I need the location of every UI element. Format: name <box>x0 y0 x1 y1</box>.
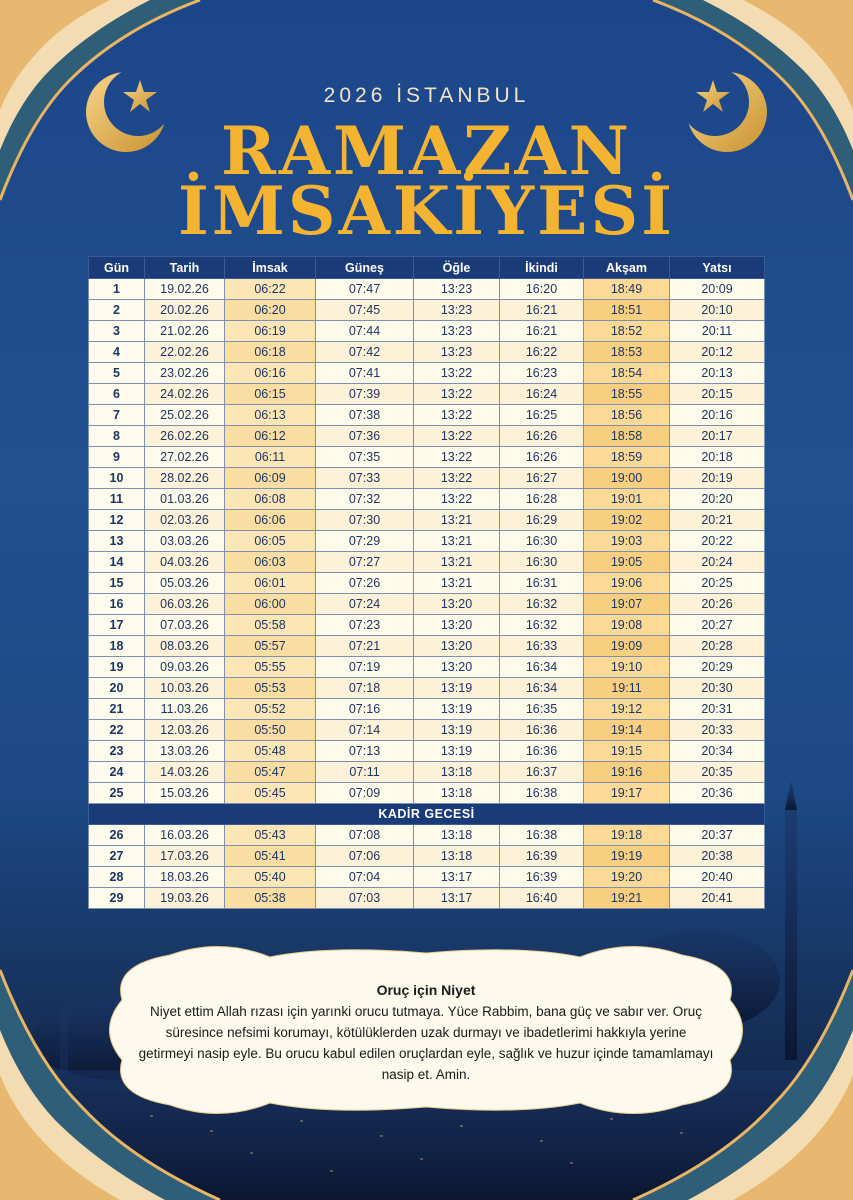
table-cell: 16:32 <box>500 594 584 615</box>
table-cell: 05:40 <box>225 867 316 888</box>
table-cell: 13.03.26 <box>145 741 225 762</box>
table-cell: 13:23 <box>414 342 500 363</box>
table-cell: 13:20 <box>414 615 500 636</box>
table-cell: 15.03.26 <box>145 783 225 804</box>
table-cell: 13:22 <box>414 426 500 447</box>
table-cell: 07:29 <box>316 531 414 552</box>
table-cell: 2 <box>89 300 145 321</box>
table-cell: 07:11 <box>316 762 414 783</box>
table-cell: 19:17 <box>584 783 670 804</box>
table-cell: 07:36 <box>316 426 414 447</box>
table-cell: 16:27 <box>500 468 584 489</box>
table-cell: 13:18 <box>414 825 500 846</box>
table-cell: 13:18 <box>414 783 500 804</box>
table-cell: 07.03.26 <box>145 615 225 636</box>
table-row <box>89 531 765 552</box>
table-cell: 13:19 <box>414 720 500 741</box>
table-cell: 19:21 <box>584 888 670 909</box>
table-cell: 07:33 <box>316 468 414 489</box>
table-cell: 05:58 <box>225 615 316 636</box>
table-cell: 19.03.26 <box>145 888 225 909</box>
table-cell: 05:41 <box>225 846 316 867</box>
table-cell: 05:57 <box>225 636 316 657</box>
table-cell: 07:18 <box>316 678 414 699</box>
table-cell: 20:09 <box>670 279 765 300</box>
table-cell: 13:19 <box>414 678 500 699</box>
table-cell: 17 <box>89 615 145 636</box>
table-cell: 13:19 <box>414 741 500 762</box>
table-cell: 27.02.26 <box>145 447 225 468</box>
table-cell: 18:59 <box>584 447 670 468</box>
table-cell: 01.03.26 <box>145 489 225 510</box>
table-cell: 07:23 <box>316 615 414 636</box>
table-cell: 16:36 <box>500 720 584 741</box>
table-cell: 06:12 <box>225 426 316 447</box>
table-cell: 06:08 <box>225 489 316 510</box>
table-cell: 13 <box>89 531 145 552</box>
table-cell: 13:21 <box>414 510 500 531</box>
table-cell: 25 <box>89 783 145 804</box>
table-cell: 20:24 <box>670 552 765 573</box>
table-cell: 20:36 <box>670 783 765 804</box>
table-cell: 18:54 <box>584 363 670 384</box>
table-cell: 18:49 <box>584 279 670 300</box>
table-cell: 20.02.26 <box>145 300 225 321</box>
table-cell: 06:03 <box>225 552 316 573</box>
table-row <box>89 510 765 531</box>
table-row <box>89 888 765 909</box>
table-body <box>89 279 765 909</box>
table-cell: 02.03.26 <box>145 510 225 531</box>
table-cell: 25.02.26 <box>145 405 225 426</box>
table-cell: 18:58 <box>584 426 670 447</box>
table-cell: 19:03 <box>584 531 670 552</box>
table-row <box>89 426 765 447</box>
table-cell: 10.03.26 <box>145 678 225 699</box>
table-cell: 07:41 <box>316 363 414 384</box>
table-cell: 06:00 <box>225 594 316 615</box>
table-cell: 19:19 <box>584 846 670 867</box>
table-cell: 4 <box>89 342 145 363</box>
table-cell: 20:26 <box>670 594 765 615</box>
table-cell: 07:04 <box>316 867 414 888</box>
table-cell: 12.03.26 <box>145 720 225 741</box>
table-cell: 16:29 <box>500 510 584 531</box>
table-cell: 07:06 <box>316 846 414 867</box>
table-cell: 16:21 <box>500 300 584 321</box>
table-cell: 13:23 <box>414 279 500 300</box>
table-cell: 13:21 <box>414 531 500 552</box>
table-cell: 06:13 <box>225 405 316 426</box>
table-cell: 11.03.26 <box>145 699 225 720</box>
table-row <box>89 363 765 384</box>
table-cell: 05:52 <box>225 699 316 720</box>
table-row <box>89 636 765 657</box>
table-cell: 17.03.26 <box>145 846 225 867</box>
table-cell: 13:23 <box>414 321 500 342</box>
table-cell: 24.02.26 <box>145 384 225 405</box>
title-imsakiyesi: İMSAKİYESİ <box>178 172 675 250</box>
table-cell: 22.02.26 <box>145 342 225 363</box>
table-cell: 20:16 <box>670 405 765 426</box>
table-cell: 05:53 <box>225 678 316 699</box>
table-cell: 07:08 <box>316 825 414 846</box>
table-row <box>89 615 765 636</box>
table-cell: 11 <box>89 489 145 510</box>
table-cell: 13:22 <box>414 447 500 468</box>
table-cell: 06:22 <box>225 279 316 300</box>
table-row <box>89 825 765 846</box>
table-cell: 20 <box>89 678 145 699</box>
table-cell: 19:06 <box>584 573 670 594</box>
table-cell: 16:35 <box>500 699 584 720</box>
table-cell: 19:15 <box>584 741 670 762</box>
table-cell: 19:20 <box>584 867 670 888</box>
table-cell: 13:22 <box>414 468 500 489</box>
table-cell: 18:51 <box>584 300 670 321</box>
table-row <box>89 783 765 804</box>
table-cell: 1 <box>89 279 145 300</box>
table-cell: 05:55 <box>225 657 316 678</box>
table-cell: 19:08 <box>584 615 670 636</box>
table-row <box>89 279 765 300</box>
table-row <box>89 573 765 594</box>
table-cell: 13:22 <box>414 363 500 384</box>
table-cell: 06:19 <box>225 321 316 342</box>
table-cell: 27 <box>89 846 145 867</box>
table-cell: 06:11 <box>225 447 316 468</box>
table-cell: 05.03.26 <box>145 573 225 594</box>
imsakiye-table <box>88 256 765 909</box>
table-cell: 9 <box>89 447 145 468</box>
table-cell: 07:42 <box>316 342 414 363</box>
table-cell: 06:06 <box>225 510 316 531</box>
table-cell: 20:30 <box>670 678 765 699</box>
table-cell: 13:19 <box>414 699 500 720</box>
table-cell: 7 <box>89 405 145 426</box>
table-row <box>89 741 765 762</box>
col-header: İmsak <box>225 257 316 279</box>
table-cell: 16:28 <box>500 489 584 510</box>
table-cell: 20:40 <box>670 867 765 888</box>
table-row <box>89 678 765 699</box>
table-cell: 06:18 <box>225 342 316 363</box>
table-cell: 13:22 <box>414 384 500 405</box>
table-cell: 19:16 <box>584 762 670 783</box>
table-cell: 20:11 <box>670 321 765 342</box>
table-cell: 07:27 <box>316 552 414 573</box>
table-cell: 16:23 <box>500 363 584 384</box>
table-cell: 16:39 <box>500 846 584 867</box>
table-cell: 09.03.26 <box>145 657 225 678</box>
col-header: Güneş <box>316 257 414 279</box>
niyet-text: Niyet ettim Allah rızası için yarınki orucu tutmaya. Yüce Rabbim, bana güç ve sabır ver. Oruç süresince nefsimi korumayı, kötülüklerden uzak durmayı ve ibadetlerimi hakkıyla yerine getirmeyi nasip eyle. Bu orucu kabul edilen oruçlardan eyle, sağlık ve huzur içinde tamamlamayı nasip et. Amin. <box>138 1004 714 1082</box>
table-cell: 13:18 <box>414 846 500 867</box>
table-cell: 18.03.26 <box>145 867 225 888</box>
table-cell: 16:38 <box>500 825 584 846</box>
subtitle: 2026 İSTANBUL <box>323 84 530 107</box>
table-cell: 16:38 <box>500 783 584 804</box>
table-cell: 26.02.26 <box>145 426 225 447</box>
table-cell: 07:30 <box>316 510 414 531</box>
table-cell: 13:22 <box>414 489 500 510</box>
table-cell: 16:33 <box>500 636 584 657</box>
table-cell: 20:28 <box>670 636 765 657</box>
table-cell: 20:17 <box>670 426 765 447</box>
table-cell: 19:00 <box>584 468 670 489</box>
table-cell: 16 <box>89 594 145 615</box>
table-cell: 29 <box>89 888 145 909</box>
table-cell: 13:23 <box>414 300 500 321</box>
table-cell: 07:26 <box>316 573 414 594</box>
table-cell: 14 <box>89 552 145 573</box>
table-cell: 8 <box>89 426 145 447</box>
table-cell: 07:21 <box>316 636 414 657</box>
table-cell: 18:55 <box>584 384 670 405</box>
table-cell: 20:29 <box>670 657 765 678</box>
table-cell: 19 <box>89 657 145 678</box>
table-cell: 15 <box>89 573 145 594</box>
col-header: Akşam <box>584 257 670 279</box>
table-row <box>89 699 765 720</box>
table-cell: 13:21 <box>414 573 500 594</box>
table-cell: 06:01 <box>225 573 316 594</box>
table-cell: 20:37 <box>670 825 765 846</box>
table-cell: 06:16 <box>225 363 316 384</box>
table-cell: 19:14 <box>584 720 670 741</box>
table-cell: 14.03.26 <box>145 762 225 783</box>
table-cell: 07:13 <box>316 741 414 762</box>
table-cell: 05:48 <box>225 741 316 762</box>
table-cell: 08.03.26 <box>145 636 225 657</box>
table-cell: 05:38 <box>225 888 316 909</box>
table-cell: 10 <box>89 468 145 489</box>
table-cell: 20:15 <box>670 384 765 405</box>
table-cell: 16:34 <box>500 678 584 699</box>
table-row <box>89 468 765 489</box>
table-cell: 07:09 <box>316 783 414 804</box>
table-cell: 05:50 <box>225 720 316 741</box>
table-row <box>89 552 765 573</box>
table-row <box>89 762 765 783</box>
table-cell: 6 <box>89 384 145 405</box>
table-cell: 13:18 <box>414 762 500 783</box>
table-cell: 13:20 <box>414 636 500 657</box>
table-cell: 16:30 <box>500 552 584 573</box>
table-row <box>89 321 765 342</box>
table-cell: 20:12 <box>670 342 765 363</box>
table-cell: 07:47 <box>316 279 414 300</box>
table-cell: 20:41 <box>670 888 765 909</box>
col-header: Tarih <box>145 257 225 279</box>
table-cell: 19:01 <box>584 489 670 510</box>
table-cell: 20:38 <box>670 846 765 867</box>
table-cell: 07:16 <box>316 699 414 720</box>
table-cell: 05:47 <box>225 762 316 783</box>
table-cell: 20:35 <box>670 762 765 783</box>
table-cell: 05:45 <box>225 783 316 804</box>
table-cell: 21 <box>89 699 145 720</box>
table-cell: 16:36 <box>500 741 584 762</box>
table-cell: 13:20 <box>414 594 500 615</box>
table-cell: 20:27 <box>670 615 765 636</box>
table-row <box>89 657 765 678</box>
table-cell: 16:25 <box>500 405 584 426</box>
table-cell: 07:39 <box>316 384 414 405</box>
table-row <box>89 447 765 468</box>
table-cell: 16:22 <box>500 342 584 363</box>
table-cell: 19:02 <box>584 510 670 531</box>
table-cell: 16:39 <box>500 867 584 888</box>
table-cell: 13:17 <box>414 867 500 888</box>
table-cell: 19:07 <box>584 594 670 615</box>
table-cell: 07:44 <box>316 321 414 342</box>
table-cell: 16:40 <box>500 888 584 909</box>
table-cell: 19:11 <box>584 678 670 699</box>
col-header: Öğle <box>414 257 500 279</box>
table-cell: 16:21 <box>500 321 584 342</box>
table-cell: 20:13 <box>670 363 765 384</box>
niyet-title: Oruç için Niyet <box>376 982 476 998</box>
table-cell: 18:53 <box>584 342 670 363</box>
table-cell: 18 <box>89 636 145 657</box>
col-header: Gün <box>89 257 145 279</box>
table-cell: 06:09 <box>225 468 316 489</box>
table-cell: 19:18 <box>584 825 670 846</box>
table-cell: 24 <box>89 762 145 783</box>
table-cell: 04.03.26 <box>145 552 225 573</box>
table-row <box>89 594 765 615</box>
table-cell: 16:37 <box>500 762 584 783</box>
table-cell: 07:19 <box>316 657 414 678</box>
table-row <box>89 342 765 363</box>
kadir-gecesi-row <box>89 804 765 825</box>
table-row <box>89 720 765 741</box>
table-cell: 16.03.26 <box>145 825 225 846</box>
table-cell: 20:20 <box>670 489 765 510</box>
col-header: Yatsı <box>670 257 765 279</box>
table-cell: 20:22 <box>670 531 765 552</box>
table-cell: 19:09 <box>584 636 670 657</box>
table-row <box>89 300 765 321</box>
table-cell: 20:34 <box>670 741 765 762</box>
kadir-gecesi-label: KADİR GECESİ <box>89 804 765 825</box>
table-row <box>89 846 765 867</box>
table-cell: 19:05 <box>584 552 670 573</box>
table-cell: 16:20 <box>500 279 584 300</box>
table-cell: 20:21 <box>670 510 765 531</box>
table-cell: 05:43 <box>225 825 316 846</box>
table-cell: 06:20 <box>225 300 316 321</box>
table-cell: 07:14 <box>316 720 414 741</box>
table-cell: 07:32 <box>316 489 414 510</box>
table-row <box>89 405 765 426</box>
table-cell: 23 <box>89 741 145 762</box>
table-cell: 16:30 <box>500 531 584 552</box>
table-cell: 13:21 <box>414 552 500 573</box>
table-cell: 23.02.26 <box>145 363 225 384</box>
table-cell: 18:56 <box>584 405 670 426</box>
table-cell: 19:10 <box>584 657 670 678</box>
table-cell: 20:10 <box>670 300 765 321</box>
table-cell: 20:31 <box>670 699 765 720</box>
table-cell: 06.03.26 <box>145 594 225 615</box>
table-cell: 06:15 <box>225 384 316 405</box>
table-cell: 03.03.26 <box>145 531 225 552</box>
table-cell: 19:12 <box>584 699 670 720</box>
table-cell: 16:24 <box>500 384 584 405</box>
table-row <box>89 489 765 510</box>
table-cell: 26 <box>89 825 145 846</box>
table-row <box>89 384 765 405</box>
table-cell: 07:24 <box>316 594 414 615</box>
table-cell: 20:25 <box>670 573 765 594</box>
table-header-row <box>89 257 765 279</box>
table-cell: 5 <box>89 363 145 384</box>
table-cell: 07:03 <box>316 888 414 909</box>
table-cell: 13:20 <box>414 657 500 678</box>
table-cell: 07:45 <box>316 300 414 321</box>
table-cell: 19.02.26 <box>145 279 225 300</box>
table-cell: 20:33 <box>670 720 765 741</box>
table-cell: 12 <box>89 510 145 531</box>
table-cell: 07:35 <box>316 447 414 468</box>
table-cell: 07:38 <box>316 405 414 426</box>
table-cell: 22 <box>89 720 145 741</box>
table-cell: 20:19 <box>670 468 765 489</box>
table-cell: 3 <box>89 321 145 342</box>
title-ramazan: RAMAZAN <box>220 112 633 190</box>
table-cell: 20:18 <box>670 447 765 468</box>
table-cell: 06:05 <box>225 531 316 552</box>
table-cell: 16:31 <box>500 573 584 594</box>
table-cell: 28.02.26 <box>145 468 225 489</box>
table-row <box>89 867 765 888</box>
table-cell: 16:26 <box>500 447 584 468</box>
table-cell: 28 <box>89 867 145 888</box>
table-cell: 13:17 <box>414 888 500 909</box>
table-cell: 21.02.26 <box>145 321 225 342</box>
table-cell: 16:34 <box>500 657 584 678</box>
table-cell: 13:22 <box>414 405 500 426</box>
table-cell: 16:26 <box>500 426 584 447</box>
col-header: İkindi <box>500 257 584 279</box>
table-cell: 18:52 <box>584 321 670 342</box>
table-cell: 16:32 <box>500 615 584 636</box>
